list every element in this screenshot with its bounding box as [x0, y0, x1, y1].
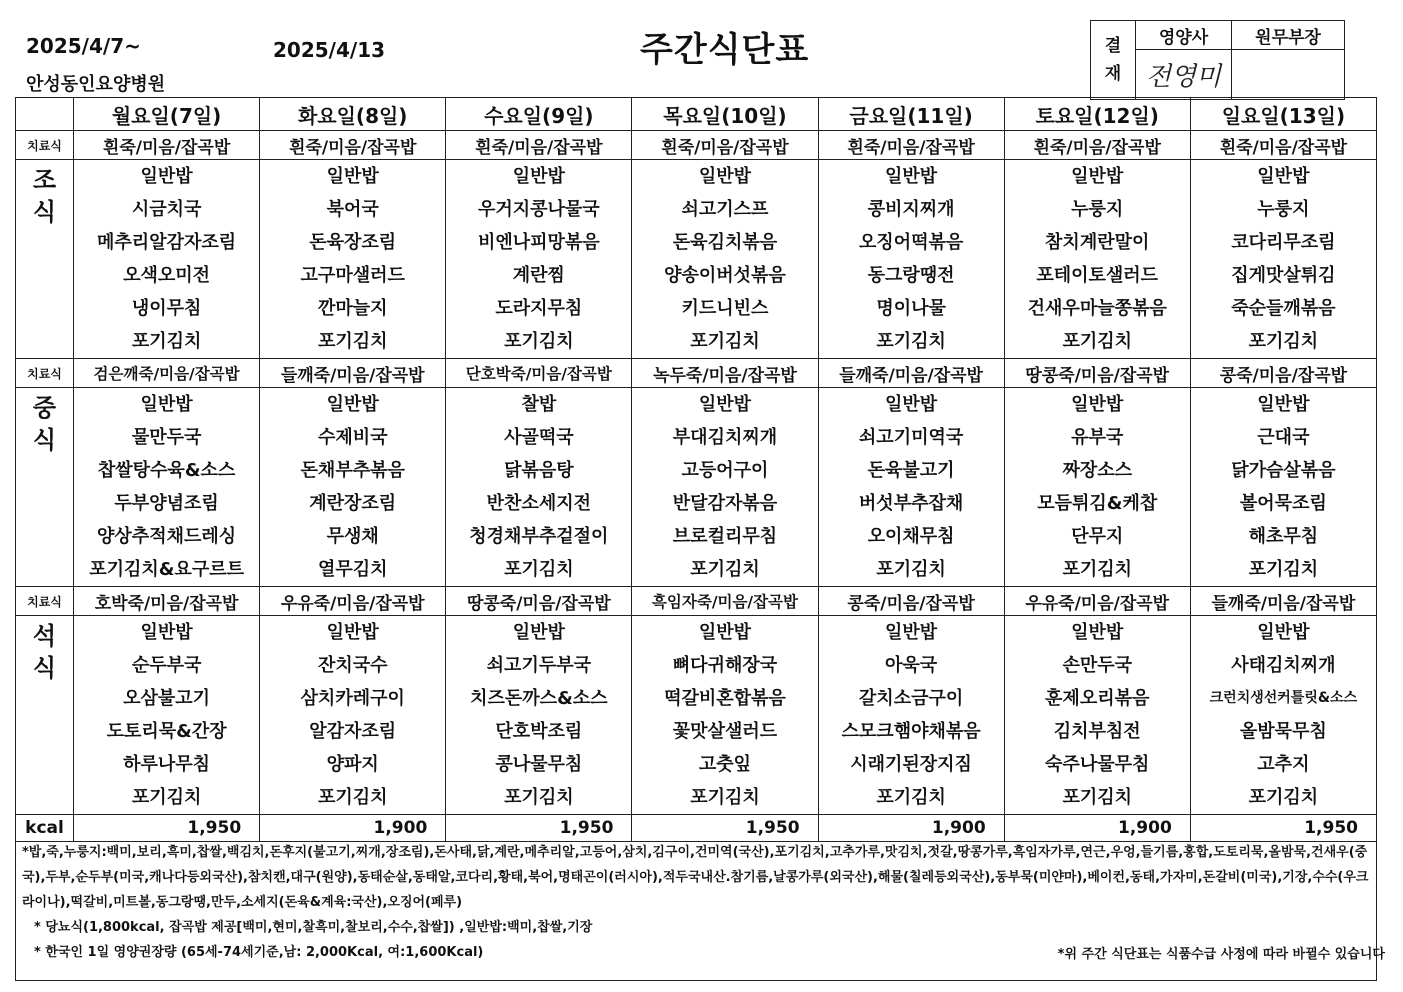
meal-cell [818, 388, 1004, 587]
day-header: 목요일(10일) [632, 98, 818, 131]
menu-item: 우거지콩나물국 [477, 199, 600, 220]
menu-item: 닭볶음탕 [504, 460, 574, 481]
end-date: 2025/4/13 [273, 38, 386, 62]
menu-item: 포기김치 [876, 559, 946, 580]
menu-item: 근대국 [1257, 427, 1310, 448]
menu-item: 찰밥 [521, 394, 557, 415]
menu-item: 잔치국수 [317, 655, 388, 676]
menu-item: 해초무침 [1248, 526, 1319, 547]
menu-item: 일반밥 [326, 622, 379, 643]
menu-item: 누룽지 [1071, 199, 1124, 220]
signature-manager [1232, 50, 1345, 100]
diet-cell: 땅콩죽/미음/잡곡밥 [1004, 359, 1190, 388]
diet-cell: 흰죽/미음/잡곡밥 [260, 131, 446, 160]
kcal-value: 1,900 [260, 815, 446, 842]
meal-cell [260, 616, 446, 815]
menu-item: 냉이무침 [131, 298, 202, 319]
menu-item: 시래기된장지짐 [850, 754, 972, 775]
menu-item: 포기김치 [1248, 787, 1319, 808]
menu-item: 일반밥 [698, 622, 752, 643]
menu-item: 오이채무침 [867, 526, 955, 547]
menu-item: 코다리무조림 [1231, 232, 1336, 253]
menu-item: 포기김치 [690, 787, 760, 808]
day-header: 토요일(12일) [1004, 98, 1190, 131]
menu-item: 아욱국 [885, 655, 938, 676]
menu-item: 돈육김치볶음 [672, 232, 778, 253]
menu-item: 포기김치 [317, 331, 388, 352]
menu-item: 포기김치 [504, 559, 574, 580]
day-header: 일요일(13일) [1190, 98, 1376, 131]
menu-item: 참치계란말이 [1045, 232, 1150, 253]
diet-cell: 땅콩죽/미음/잡곡밥 [446, 587, 632, 616]
diet-label: 치료식 [16, 359, 74, 388]
menu-item: 하루나무침 [123, 754, 211, 775]
menu-item: 크런치생선커틀릿&소스 [1209, 690, 1358, 706]
menu-item: 일반밥 [140, 394, 193, 415]
menu-item: 일반밥 [1257, 394, 1310, 415]
menu-item: 일반밥 [885, 622, 938, 643]
menu-item: 양상추적채드레싱 [97, 526, 237, 547]
menu-item: 집게맛살튀김 [1231, 265, 1336, 286]
menu-item: 볼어묵조림 [1239, 493, 1327, 514]
menu-item: 북어국 [326, 199, 379, 220]
approval-box [1090, 20, 1345, 100]
page-title: 주간식단표 [640, 30, 810, 70]
menu-item: 오삼불고기 [123, 688, 211, 709]
menu-item: 고등어구이 [681, 460, 769, 481]
menu-item: 버섯부추잡채 [858, 493, 964, 514]
menu-item: 일반밥 [1071, 622, 1124, 643]
menu-item: 시금치국 [131, 199, 202, 220]
menu-item: 명이나물 [876, 298, 946, 319]
menu-item: 포기김치 [1062, 331, 1132, 352]
menu-item: 짜장소스 [1062, 460, 1132, 481]
menu-item: 돈육불고기 [867, 460, 955, 481]
meal-cell [74, 388, 260, 587]
meal-cell [1004, 616, 1190, 815]
meal-cell [74, 160, 260, 359]
meal-cell [1004, 388, 1190, 587]
menu-item: 모듬튀김&케찹 [1037, 493, 1158, 514]
diet-cell: 흰죽/미음/잡곡밥 [1190, 131, 1376, 160]
meal-cell [818, 616, 1004, 815]
meal-cell [260, 160, 446, 359]
day-header: 금요일(11일) [818, 98, 1004, 131]
menu-item: 물만두국 [131, 427, 202, 448]
menu-item: 무생채 [326, 526, 379, 547]
menu-item: 일반밥 [698, 394, 752, 415]
menu-item: 순두부국 [131, 655, 202, 676]
menu-item: 브로컬리무침 [672, 526, 778, 547]
diet-cell: 흰죽/미음/잡곡밥 [818, 131, 1004, 160]
menu-item: 키드니빈스 [681, 298, 769, 319]
menu-item: 포기김치 [1248, 331, 1319, 352]
diet-cell: 흰죽/미음/잡곡밥 [446, 131, 632, 160]
menu-item: 일반밥 [885, 394, 938, 415]
menu-item: 돈채부추볶음 [300, 460, 405, 481]
meal-label: 중 식 [16, 388, 74, 587]
menu-item: 올밤묵무침 [1239, 721, 1327, 742]
menu-item: 삼치카레구이 [300, 688, 405, 709]
menu-item: 쇠고기두부국 [486, 655, 591, 676]
meal-cell [446, 616, 632, 815]
menu-item: 콩비지찌개 [867, 199, 955, 220]
menu-item: 닭가슴살볶음 [1231, 460, 1336, 481]
menu-item: 두부양념조림 [114, 493, 219, 514]
menu-item: 찹쌀탕수육&소스 [97, 460, 236, 481]
role-dietitian: 영양사 [1136, 21, 1232, 50]
meal-cell [1190, 616, 1376, 815]
menu-item: 고춧잎 [698, 754, 752, 775]
day-header: 월요일(7일) [74, 98, 260, 131]
menu-item: 돈육장조림 [309, 232, 397, 253]
menu-item: 포기김치 [131, 331, 202, 352]
diet-label: 치료식 [16, 587, 74, 616]
menu-item: 포기김치 [876, 331, 946, 352]
kcal-value: 1,950 [1190, 815, 1376, 842]
meal-cell [446, 388, 632, 587]
diet-cell: 흑임자죽/미음/잡곡밥 [632, 587, 818, 616]
diet-label: 치료식 [16, 131, 74, 160]
diet-cell: 들깨죽/미음/잡곡밥 [260, 359, 446, 388]
diet-cell: 우유죽/미음/잡곡밥 [260, 587, 446, 616]
menu-item: 숙주나물무침 [1045, 754, 1150, 775]
menu-item: 손만두국 [1062, 655, 1132, 676]
kcal-value: 1,950 [446, 815, 632, 842]
menu-item: 알감자조림 [309, 721, 397, 742]
menu-item: 일반밥 [885, 166, 938, 187]
menu-item: 일반밥 [1071, 166, 1124, 187]
diabetic-note: * 당뇨식(1,800kcal, 잡곡밥 제공[백미,현미,찰흑미,찰보리,수수,찹쌀]) ,일반밥:백미,찹쌀,기장 [34, 920, 593, 935]
role-manager: 원무부장 [1232, 21, 1345, 50]
day-header: 수요일(9일) [446, 98, 632, 131]
disclaimer-note: *위 주간 식단표는 식품수급 사정에 따라 바뀔수 있습니다 [1057, 947, 1385, 962]
menu-item: 콩나물무침 [495, 754, 583, 775]
hospital-name: 안성동인요양병원 [26, 74, 166, 95]
menu-item: 포기김치 [317, 787, 388, 808]
meal-cell [1190, 388, 1376, 587]
menu-item: 청경채부추겉절이 [469, 526, 609, 547]
menu-item: 일반밥 [140, 622, 193, 643]
menu-item: 떡갈비혼합볶음 [664, 688, 786, 709]
diet-cell: 우유죽/미음/잡곡밥 [1004, 587, 1190, 616]
menu-item: 양송이버섯볶음 [664, 265, 786, 286]
kcal-value: 1,900 [818, 815, 1004, 842]
menu-item: 깐마늘지 [317, 298, 388, 319]
menu-item: 뼈다귀해장국 [672, 655, 778, 676]
menu-item: 갈치소금구이 [858, 688, 964, 709]
meal-cell [632, 388, 818, 587]
menu-item: 포기김치 [1248, 559, 1319, 580]
menu-item: 김치부침전 [1053, 721, 1141, 742]
meal-label: 석 식 [16, 616, 74, 815]
menu-item: 누룽지 [1257, 199, 1310, 220]
menu-item: 동그랑땡전 [867, 265, 955, 286]
menu-item: 일반밥 [140, 166, 193, 187]
menu-item: 사골떡국 [504, 427, 574, 448]
nutrition-note: * 한국인 1일 영양권장량 (65세-74세기준,남: 2,000Kcal, 여:1,600Kcal) [34, 945, 484, 960]
meal-label: 조 식 [16, 160, 74, 359]
menu-item: 계란찜 [512, 265, 565, 286]
diet-cell: 들깨죽/미음/잡곡밥 [1190, 587, 1376, 616]
menu-item: 건새우마늘쫑볶음 [1027, 298, 1167, 319]
diet-cell: 콩죽/미음/잡곡밥 [1190, 359, 1376, 388]
menu-item: 수제비국 [317, 427, 388, 448]
menu-item: 일반밥 [326, 166, 379, 187]
menu-item: 쇠고기미역국 [858, 427, 964, 448]
menu-item: 포기김치 [504, 331, 574, 352]
meal-cell [1004, 160, 1190, 359]
menu-item: 스모크햄야채볶음 [841, 721, 981, 742]
approval-label: 결 재 [1091, 21, 1136, 100]
menu-item: 비엔나피망볶음 [477, 232, 600, 253]
diet-cell: 흰죽/미음/잡곡밥 [74, 131, 260, 160]
diet-cell: 흰죽/미음/잡곡밥 [1004, 131, 1190, 160]
menu-table [15, 97, 1377, 842]
menu-item: 유부국 [1071, 427, 1124, 448]
meal-cell [260, 388, 446, 587]
diet-cell: 들깨죽/미음/잡곡밥 [818, 359, 1004, 388]
menu-item: 일반밥 [698, 166, 752, 187]
menu-item: 단호박조림 [495, 721, 583, 742]
diet-cell: 콩죽/미음/잡곡밥 [818, 587, 1004, 616]
menu-item: 포기김치&요구르트 [89, 559, 244, 580]
menu-item: 죽순들깨볶음 [1231, 298, 1336, 319]
menu-item: 고추지 [1257, 754, 1310, 775]
menu-item: 일반밥 [1257, 622, 1310, 643]
menu-item: 열무김치 [317, 559, 388, 580]
origin-note: *밥,죽,누룽지:백미,보리,흑미,찹쌀,백김치,돈후지(불고기,찌개,장조림),돈사태,닭,계란,메추리알,고등어,삼치,김구이,건미역(국산),포기김치,고추가루,맛김치,젓갈,땅콩가루,흑임자가루,연근,우엉,들기름,홍합,도토리묵,올밤묵,건새우(중국),두부,순두부(미국,캐나다등외국산),참치캔,대구(원양),동태순살,동태알,코다리,황태,북어,명태곤이(러시아),적두국내산.참기름,날콩가루(외국산),해물(칠레등외국산),동부묵(미얀마),베이컨,동태,가자미,돈갈비(미국),기장,수수(우크라이나),떡갈비,미트볼,동그랑땡,만두,소세지(돈육&계육:국산),오징어(페루) [22, 845, 1369, 910]
menu-item: 포기김치 [131, 787, 202, 808]
menu-item: 포기김치 [690, 559, 760, 580]
diet-cell: 흰죽/미음/잡곡밥 [632, 131, 818, 160]
menu-item: 일반밥 [512, 622, 565, 643]
menu-item: 일반밥 [1071, 394, 1124, 415]
menu-item: 일반밥 [326, 394, 379, 415]
menu-item: 반달감자볶음 [672, 493, 778, 514]
menu-item: 포테이토샐러드 [1036, 265, 1159, 286]
menu-item: 일반밥 [1257, 166, 1310, 187]
menu-item: 쇠고기스프 [681, 199, 769, 220]
menu-item: 포기김치 [690, 331, 760, 352]
menu-item: 단무지 [1071, 526, 1124, 547]
kcal-value: 1,950 [74, 815, 260, 842]
menu-item: 양파지 [326, 754, 379, 775]
meal-cell [446, 160, 632, 359]
menu-item: 포기김치 [504, 787, 574, 808]
corner-cell [16, 98, 74, 131]
menu-item: 사태김치찌개 [1231, 655, 1336, 676]
diet-cell: 녹두죽/미음/잡곡밥 [632, 359, 818, 388]
menu-item: 꽃맛살샐러드 [672, 721, 778, 742]
menu-item: 훈제오리볶음 [1045, 688, 1150, 709]
day-header: 화요일(8일) [260, 98, 446, 131]
kcal-label: kcal [16, 815, 74, 842]
menu-item: 일반밥 [512, 166, 565, 187]
menu-item: 메추리알감자조림 [97, 232, 237, 253]
start-date: 2025/4/7~ [26, 34, 141, 58]
menu-item: 도토리묵&간장 [106, 721, 227, 742]
menu-item: 포기김치 [876, 787, 946, 808]
menu-item: 치즈돈까스&소스 [470, 688, 608, 709]
menu-item: 계란장조림 [309, 493, 397, 514]
meal-cell [1190, 160, 1376, 359]
meal-cell [632, 160, 818, 359]
menu-item: 부대김치찌개 [672, 427, 778, 448]
menu-item: 포기김치 [1062, 787, 1132, 808]
diet-cell: 호박죽/미음/잡곡밥 [74, 587, 260, 616]
meal-cell [632, 616, 818, 815]
kcal-value: 1,950 [632, 815, 818, 842]
menu-item: 포기김치 [1062, 559, 1132, 580]
meal-cell [818, 160, 1004, 359]
signature-dietitian: 전영미 [1136, 50, 1232, 100]
kcal-value: 1,900 [1004, 815, 1190, 842]
diet-cell: 단호박죽/미음/잡곡밥 [446, 359, 632, 388]
menu-item: 고구마샐러드 [300, 265, 405, 286]
diet-cell: 검은깨죽/미음/잡곡밥 [74, 359, 260, 388]
menu-item: 도라지무침 [495, 298, 583, 319]
menu-item: 반찬소세지전 [486, 493, 591, 514]
menu-item: 오징어떡볶음 [858, 232, 964, 253]
meal-cell [74, 616, 260, 815]
menu-item: 오색오미전 [123, 265, 211, 286]
